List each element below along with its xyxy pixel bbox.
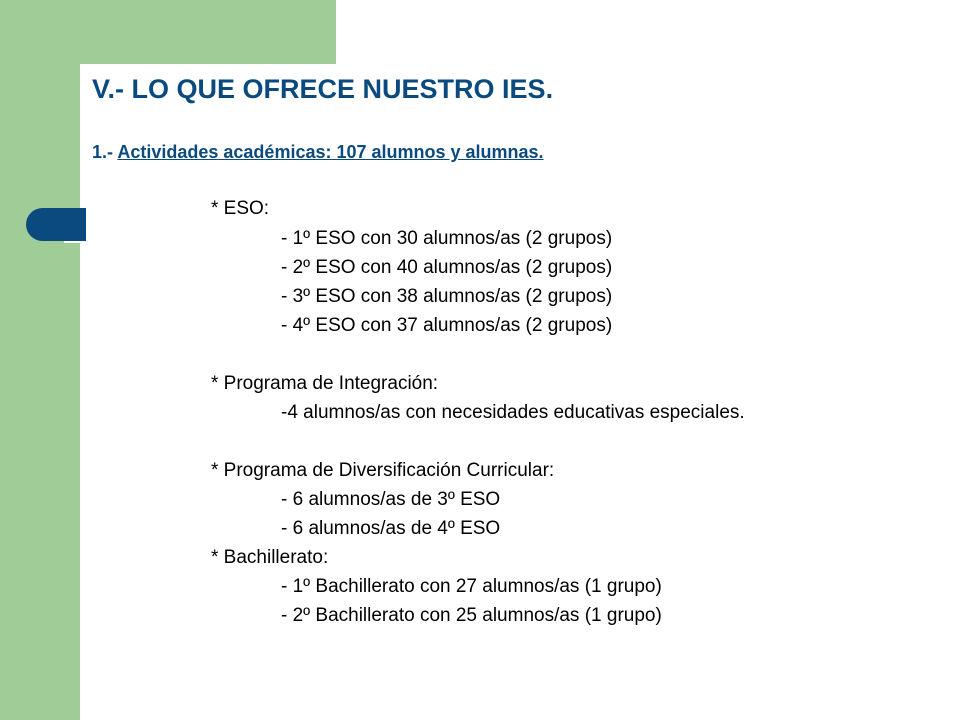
list-item: - 2º Bachillerato con 25 alumnos/as (1 grupo) (281, 605, 662, 626)
list-item: - 4º ESO con 37 alumnos/as (2 grupos) (281, 315, 613, 336)
list-item: -4 alumnos/as con necesidades educativas especiales. (281, 402, 745, 423)
slide-title: V.- LO QUE OFRECE NUESTRO IES. (92, 74, 554, 104)
list-item: - 6 alumnos/as de 3º ESO (281, 489, 501, 510)
list-item: - 1º Bachillerato con 27 alumnos/as (1 grupo) (281, 576, 662, 597)
section-number: 1.- (92, 142, 114, 162)
list-item: - 6 alumnos/as de 4º ESO (281, 518, 501, 539)
section-heading-text: Actividades académicas: 107 alumnos y alumnas. (117, 142, 544, 162)
integracion-heading: * Programa de Integración: (211, 373, 439, 394)
list-item: - 2º ESO con 40 alumnos/as (2 grupos) (281, 257, 613, 278)
diversificacion-heading: * Programa de Diversificación Curricular: (211, 460, 555, 481)
list-item: - 1º ESO con 30 alumnos/as (2 grupos) (281, 228, 613, 249)
bachillerato-heading: * Bachillerato: (211, 547, 329, 568)
eso-heading: * ESO: (211, 198, 270, 219)
list-item: - 3º ESO con 38 alumnos/as (2 grupos) (281, 286, 613, 307)
